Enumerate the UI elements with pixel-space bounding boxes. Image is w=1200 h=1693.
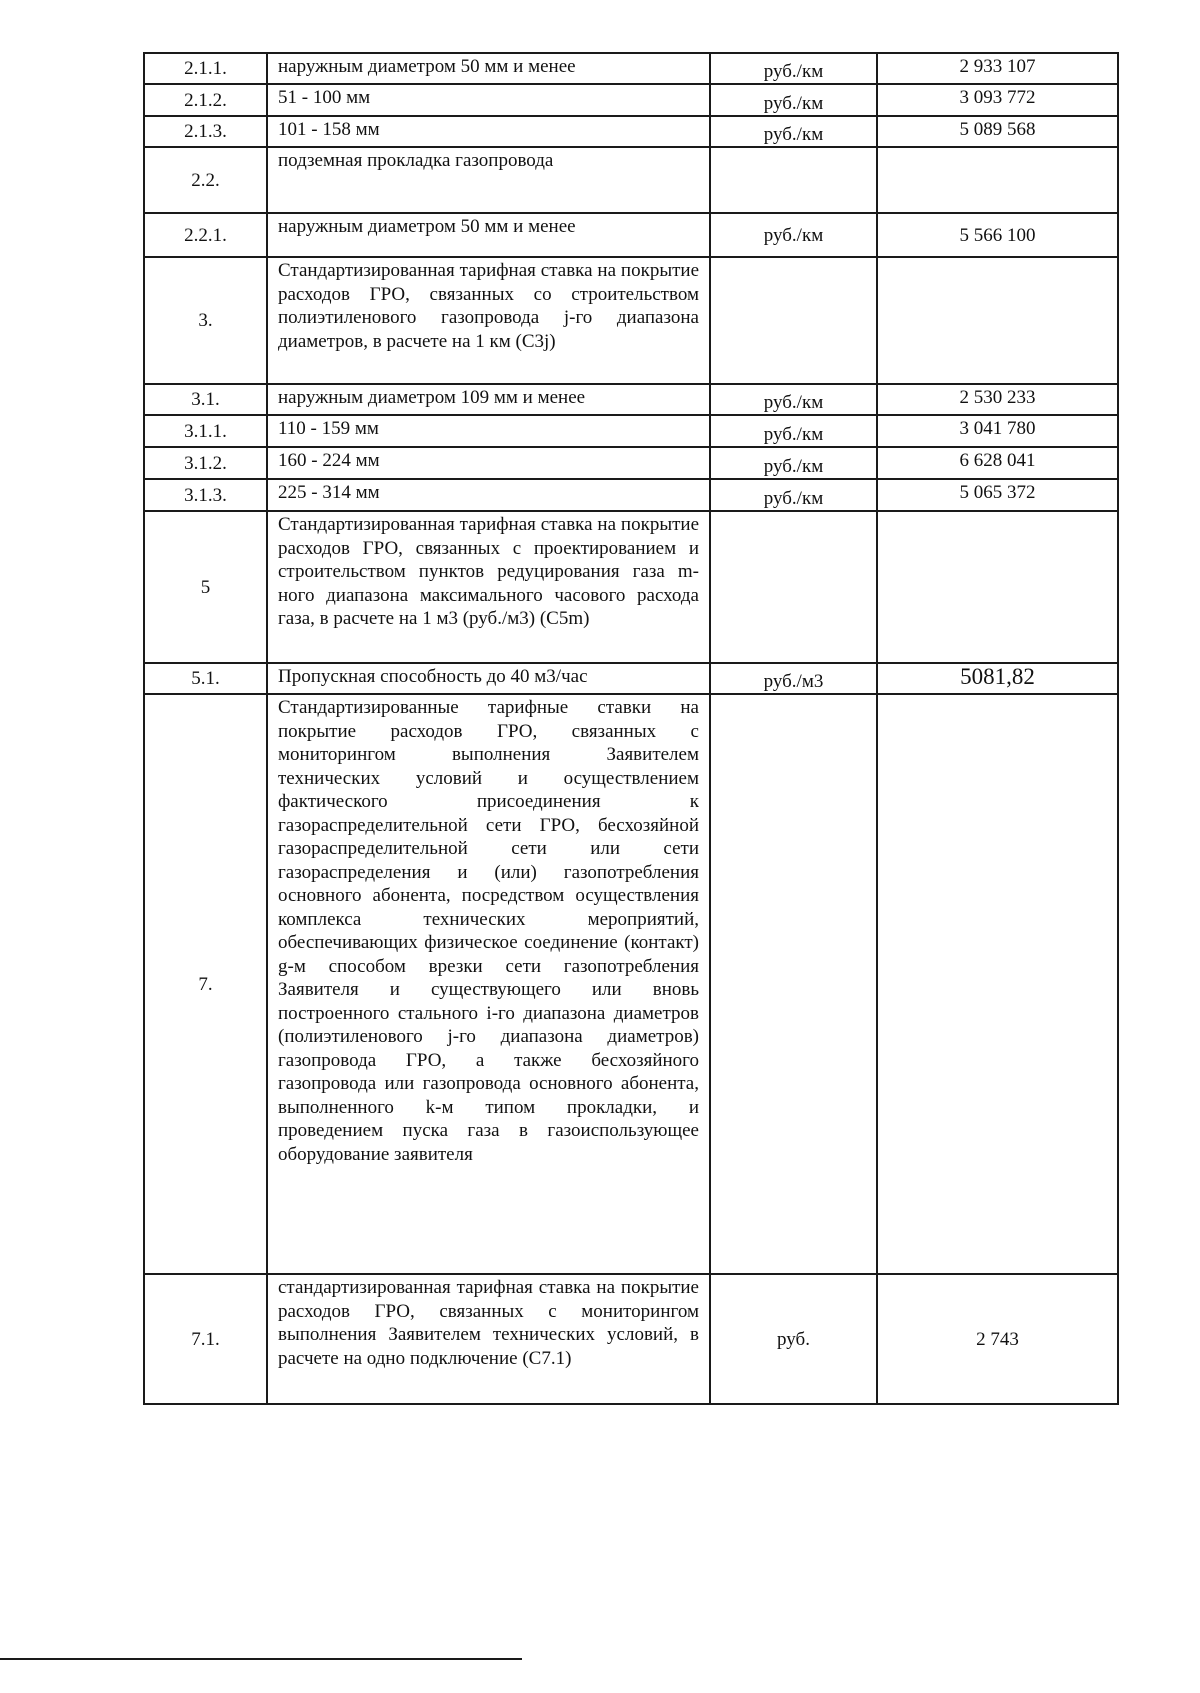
row-value: 2 530 233 [877, 384, 1118, 415]
row-description: наружным диаметром 109 мм и менее [267, 384, 710, 415]
row-number: 2.1.1. [144, 53, 267, 84]
table-row [144, 663, 1118, 694]
row-unit: руб./км [710, 384, 877, 415]
row-description: стандартизированная тарифная ставка на покрытие расходов ГРО, связанных с мониторингом выполнения Заявителем технических условий, в расчете на одно подключение (C7.1) [267, 1274, 710, 1404]
row-unit [710, 694, 877, 1274]
row-value: 5 089 568 [877, 116, 1118, 147]
footnote-rule [0, 1658, 522, 1660]
row-unit: руб./км [710, 479, 877, 511]
tariff-table [143, 52, 1119, 1405]
row-number: 3.1.2. [144, 447, 267, 479]
row-value [877, 511, 1118, 663]
row-unit: руб./км [710, 415, 877, 447]
row-description: 110 - 159 мм [267, 415, 710, 447]
table-row [144, 479, 1118, 511]
row-description: наружным диаметром 50 мм и менее [267, 213, 710, 257]
row-number: 3. [144, 257, 267, 384]
table-row [144, 1274, 1118, 1404]
table-row [144, 694, 1118, 1274]
row-unit [710, 147, 877, 213]
table-row [144, 53, 1118, 84]
row-description: Пропускная способность до 40 м3/час [267, 663, 710, 694]
row-value: 2 933 107 [877, 53, 1118, 84]
row-number: 3.1.3. [144, 479, 267, 511]
table-row [144, 511, 1118, 663]
row-value [877, 694, 1118, 1274]
row-description: 51 - 100 мм [267, 84, 710, 116]
row-unit: руб./км [710, 213, 877, 257]
row-number: 2.1.2. [144, 84, 267, 116]
row-value: 6 628 041 [877, 447, 1118, 479]
row-number: 3.1. [144, 384, 267, 415]
row-number: 7. [144, 694, 267, 1274]
table-row [144, 147, 1118, 213]
row-unit [710, 511, 877, 663]
table-row [144, 213, 1118, 257]
table-row [144, 84, 1118, 116]
row-value [877, 147, 1118, 213]
row-number: 2.1.3. [144, 116, 267, 147]
row-unit: руб./км [710, 116, 877, 147]
row-description: 225 - 314 мм [267, 479, 710, 511]
table-row [144, 384, 1118, 415]
row-unit: руб. [710, 1274, 877, 1404]
table-row [144, 116, 1118, 147]
row-number: 2.2. [144, 147, 267, 213]
row-description: подземная прокладка газопровода [267, 147, 710, 213]
row-unit [710, 257, 877, 384]
row-value: 3 093 772 [877, 84, 1118, 116]
row-unit: руб./км [710, 84, 877, 116]
table-row [144, 415, 1118, 447]
table-row [144, 447, 1118, 479]
row-value: 5081,82 [877, 663, 1118, 694]
row-number: 7.1. [144, 1274, 267, 1404]
row-number: 5 [144, 511, 267, 663]
row-unit: руб./км [710, 447, 877, 479]
row-number: 2.2.1. [144, 213, 267, 257]
row-number: 5.1. [144, 663, 267, 694]
row-description: Стандартизированная тарифная ставка на покрытие расходов ГРО, связанных с проектированием и строительством пунктов редуцирования газа m-ного диапазона максимального часового расхода газа, в расчете на 1 м3 (руб./м3) (C5m) [267, 511, 710, 663]
row-value [877, 257, 1118, 384]
row-description: 101 - 158 мм [267, 116, 710, 147]
row-description: 160 - 224 мм [267, 447, 710, 479]
table-row [144, 257, 1118, 384]
row-value: 5 566 100 [877, 213, 1118, 257]
row-number: 3.1.1. [144, 415, 267, 447]
row-unit: руб./км [710, 53, 877, 84]
row-description: наружным диаметром 50 мм и менее [267, 53, 710, 84]
row-description: Стандартизированная тарифная ставка на покрытие расходов ГРО, связанных со строительством полиэтиленового газопровода j-го диапазона диаметров, в расчете на 1 км (C3j) [267, 257, 710, 384]
row-unit: руб./м3 [710, 663, 877, 694]
row-value: 3 041 780 [877, 415, 1118, 447]
row-value: 2 743 [877, 1274, 1118, 1404]
row-value: 5 065 372 [877, 479, 1118, 511]
row-description: Стандартизированные тарифные ставки на покрытие расходов ГРО, связанных с мониторингом выполнения Заявителем технических условий и осуществлением фактического присоединения к газораспределительной сети ГРО, бесхозяйной газораспределительной сети или сети газораспределения и (или) газопотребления основного абонента, посредством осуществления комплекса технических мероприятий, обеспечивающих физическое соединение (контакт) g-м способом врезки сети газопотребления Заявителя и существующего или вновь построенного стального i-го диапазона диаметров (полиэтиленового j-го диапазона диаметров) газопровода ГРО, а также бесхозяйного газопровода или газопровода основного абонента, выполненного k-м типом прокладки, и проведением пуска газа в газоиспользующее оборудование заявителя [267, 694, 710, 1274]
